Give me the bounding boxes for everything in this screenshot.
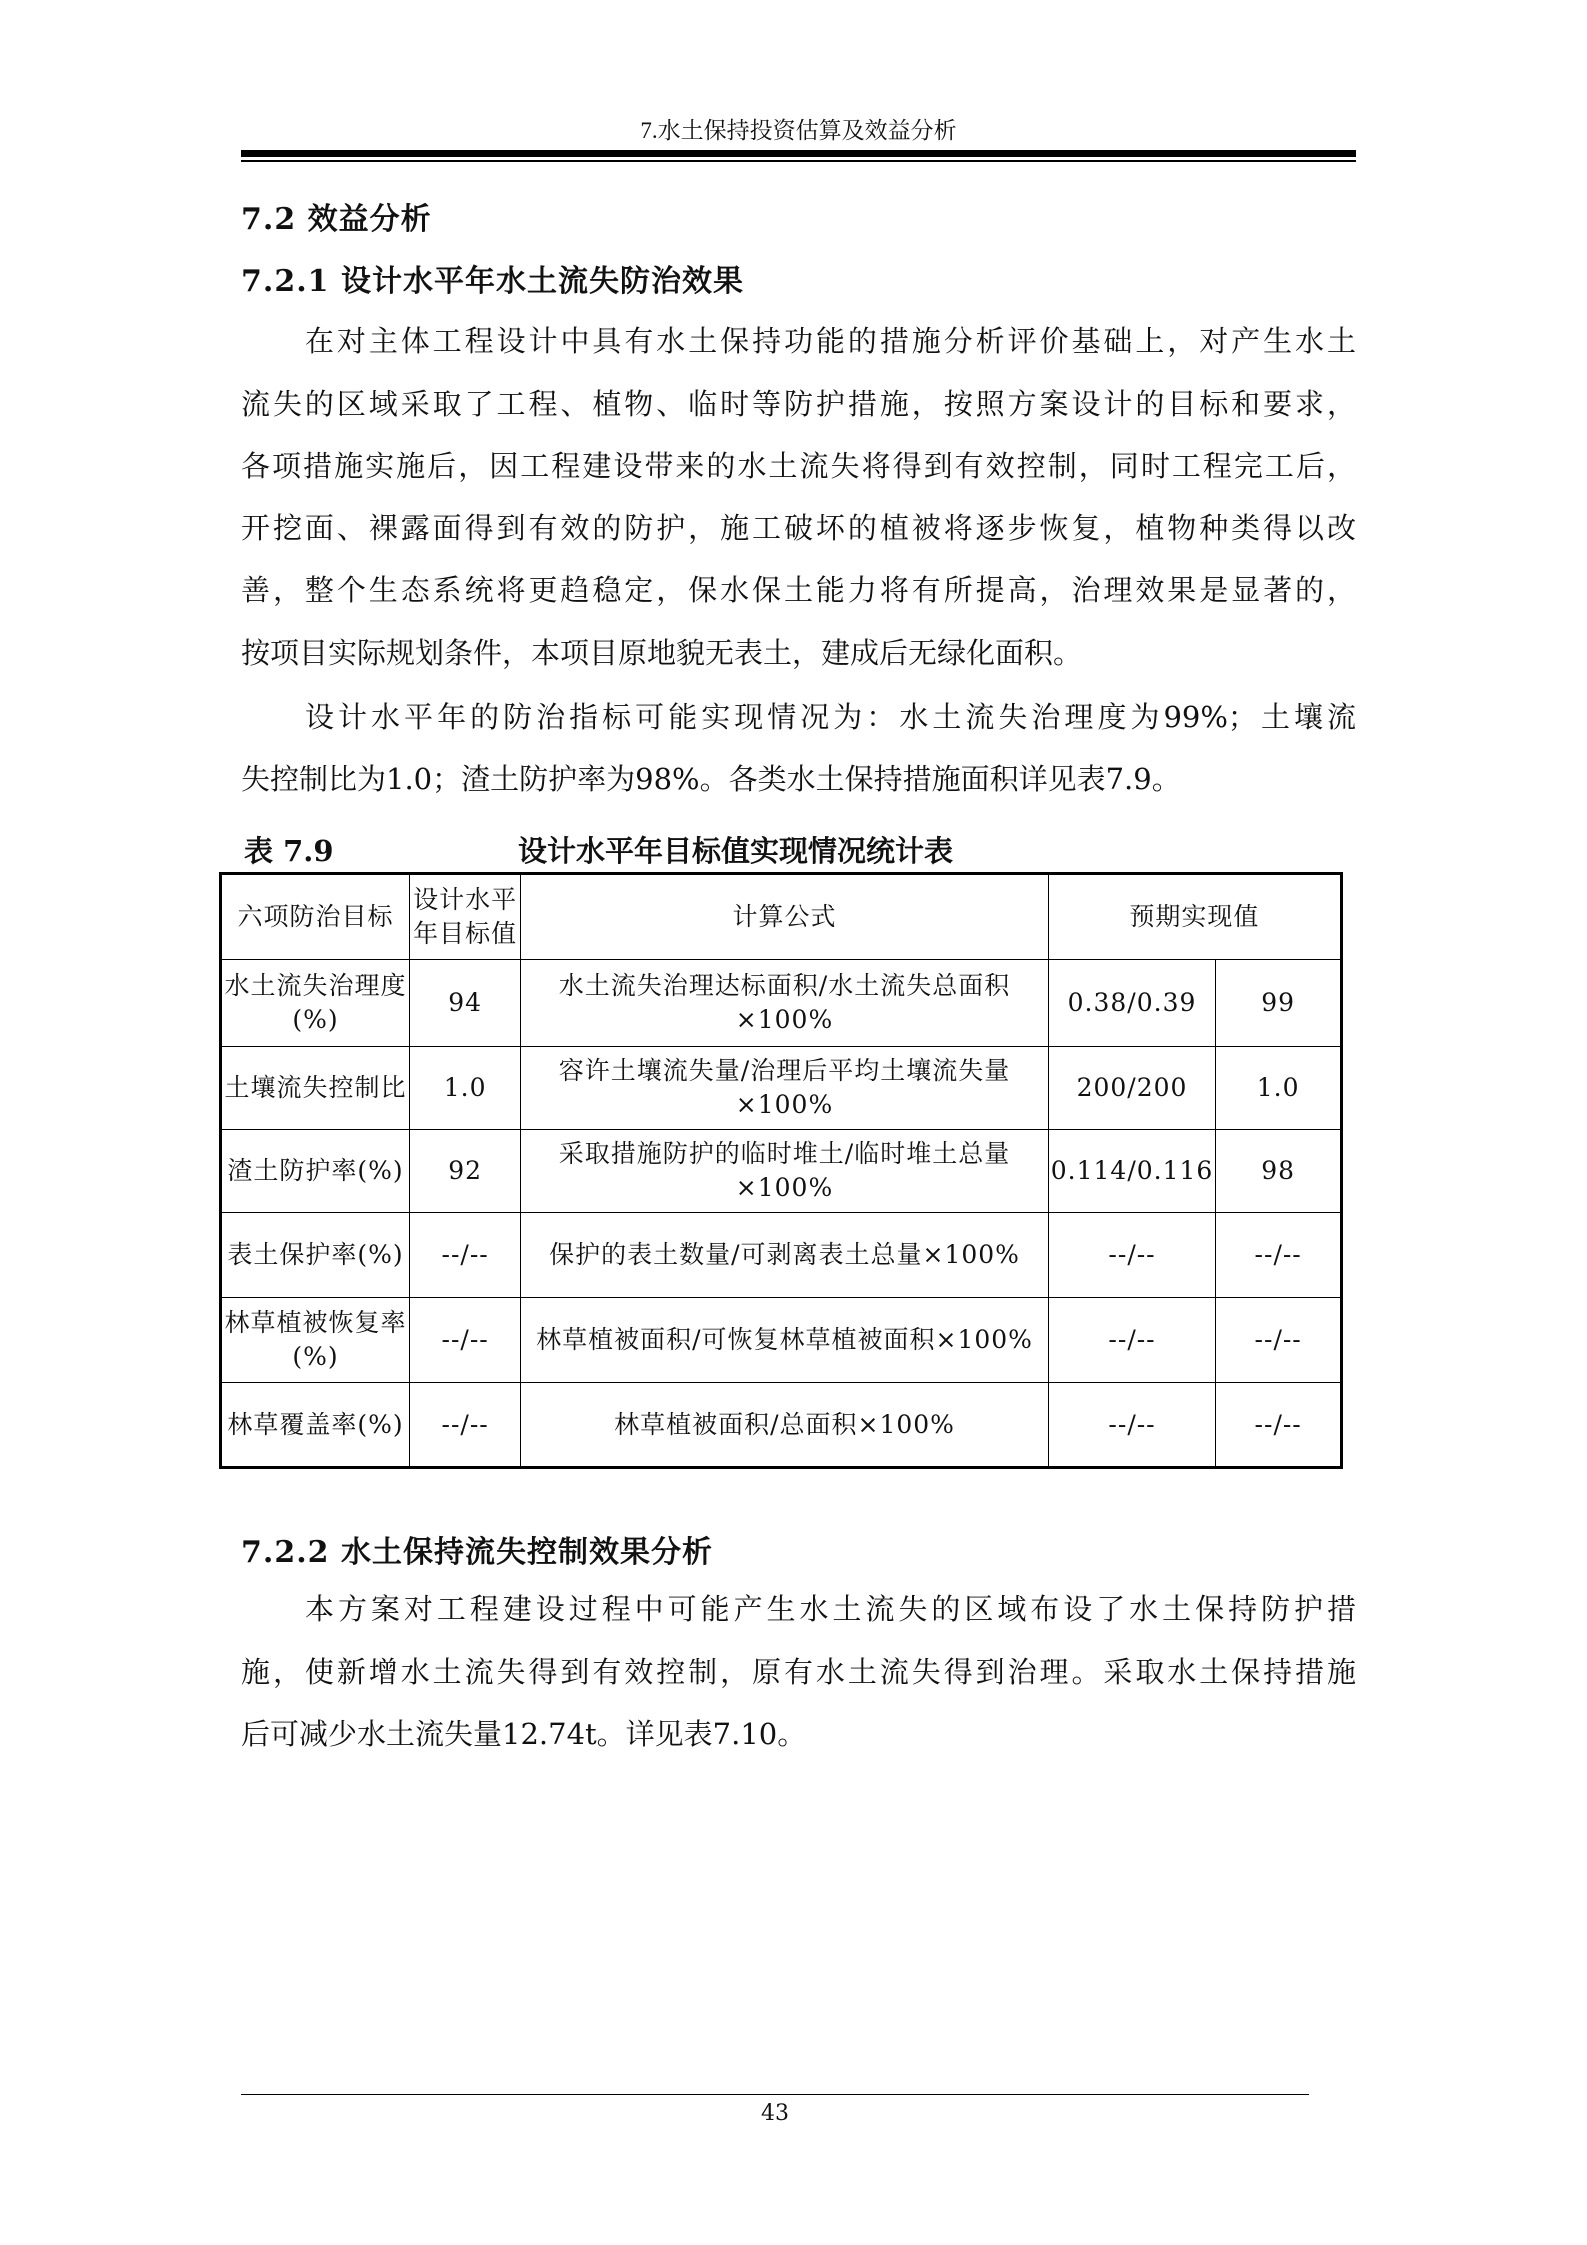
- header-cell: 六项防治目标: [221, 874, 410, 960]
- paragraph-line: 开挖面、裸露面得到有效的防护，施工破坏的植被将逐步恢复，植物种类得以改: [241, 511, 1356, 545]
- cell: 0.38/0.39: [1048, 960, 1216, 1047]
- cell: --/--: [1216, 1213, 1342, 1298]
- cell: --/--: [1216, 1298, 1342, 1383]
- paragraph-line: 在对主体工程设计中具有水土保持功能的措施分析评价基础上，对产生水土: [305, 324, 1356, 358]
- table-number: 表 7.9: [244, 834, 334, 868]
- cell: 保护的表土数量/可剥离表土总量×100%: [521, 1213, 1048, 1298]
- cell: --/--: [1048, 1383, 1216, 1468]
- target-achievement-table: [219, 872, 1343, 1469]
- cell: 99: [1216, 960, 1342, 1047]
- cell: 林草覆盖率(%): [221, 1383, 410, 1468]
- header-cell: 设计水平年目标值: [410, 874, 521, 960]
- cell: 1.0: [410, 1047, 521, 1130]
- cell: --/--: [410, 1383, 521, 1468]
- paragraph-line: 施，使新增水土流失得到有效控制，原有水土流失得到治理。采取水土保持措施: [241, 1655, 1356, 1689]
- cell: 土壤流失控制比: [221, 1047, 410, 1130]
- footer-rule: [241, 2094, 1309, 2095]
- cell: --/--: [410, 1298, 521, 1383]
- cell: 水土流失治理度(%): [221, 960, 410, 1047]
- paragraph-line: 失控制比为1.0；渣土防护率为98%。各类水土保持措施面积详见表7.9。: [241, 762, 1181, 796]
- header-cell: 计算公式: [521, 874, 1048, 960]
- cell: --/--: [1048, 1213, 1216, 1298]
- header-cell: 预期实现值: [1048, 874, 1341, 960]
- running-header: 7.水土保持投资估算及效益分析: [640, 118, 957, 143]
- cell: --/--: [1216, 1383, 1342, 1468]
- cell: 水土流失治理达标面积/水土流失总面积×100%: [521, 960, 1048, 1047]
- paragraph-line: 按项目实际规划条件，本项目原地貌无表土，建成后无绿化面积。: [241, 636, 1083, 670]
- table-row: [221, 1383, 1342, 1468]
- section-heading: 7.2 效益分析: [241, 202, 432, 237]
- cell: 林草植被面积/总面积×100%: [521, 1383, 1048, 1468]
- paragraph-line: 后可减少水土流失量12.74t。详见表7.10。: [241, 1717, 807, 1751]
- subsection-heading-1: 7.2.1 设计水平年水土流失防治效果: [241, 264, 744, 299]
- table-caption: 设计水平年目标值实现情况统计表: [518, 834, 954, 868]
- table-row: [221, 1213, 1342, 1298]
- cell: 98: [1216, 1130, 1342, 1213]
- cell: 渣土防护率(%): [221, 1130, 410, 1213]
- subsection-heading-2: 7.2.2 水土保持流失控制效果分析: [241, 1535, 713, 1570]
- paragraph-line: 善，整个生态系统将更趋稳定，保水保土能力将有所提高，治理效果是显著的，: [241, 573, 1356, 607]
- cell: 0.114/0.116: [1048, 1130, 1216, 1213]
- cell: 200/200: [1048, 1047, 1216, 1130]
- table-row: [221, 960, 1342, 1047]
- cell: 表土保护率(%): [221, 1213, 410, 1298]
- table-row: [221, 1130, 1342, 1213]
- cell: 容许土壤流失量/治理后平均土壤流失量×100%: [521, 1047, 1048, 1130]
- cell: 采取措施防护的临时堆土/临时堆土总量×100%: [521, 1130, 1048, 1213]
- cell: --/--: [1048, 1298, 1216, 1383]
- paragraph-line: 流失的区域采取了工程、植物、临时等防护措施，按照方案设计的目标和要求，: [241, 387, 1356, 421]
- paragraph-line: 本方案对工程建设过程中可能产生水土流失的区域布设了水土保持防护措: [305, 1592, 1356, 1626]
- cell: 1.0: [1216, 1047, 1342, 1130]
- cell: 林草植被面积/可恢复林草植被面积×100%: [521, 1298, 1048, 1383]
- header-rule-thin: [241, 160, 1356, 162]
- cell: 林草植被恢复率(%): [221, 1298, 410, 1383]
- paragraph-line: 各项措施实施后，因工程建设带来的水土流失将得到有效控制，同时工程完工后，: [241, 449, 1356, 483]
- page-number: 43: [761, 2101, 789, 2126]
- table-row: [221, 1047, 1342, 1130]
- paragraph-line: 设计水平年的防治指标可能实现情况为：水土流失治理度为99%；土壤流: [305, 700, 1356, 734]
- header-rule-thick: [241, 150, 1356, 157]
- cell: 92: [410, 1130, 521, 1213]
- cell: --/--: [410, 1213, 521, 1298]
- table-row: [221, 1298, 1342, 1383]
- cell: 94: [410, 960, 521, 1047]
- table-header-row: [221, 874, 1342, 960]
